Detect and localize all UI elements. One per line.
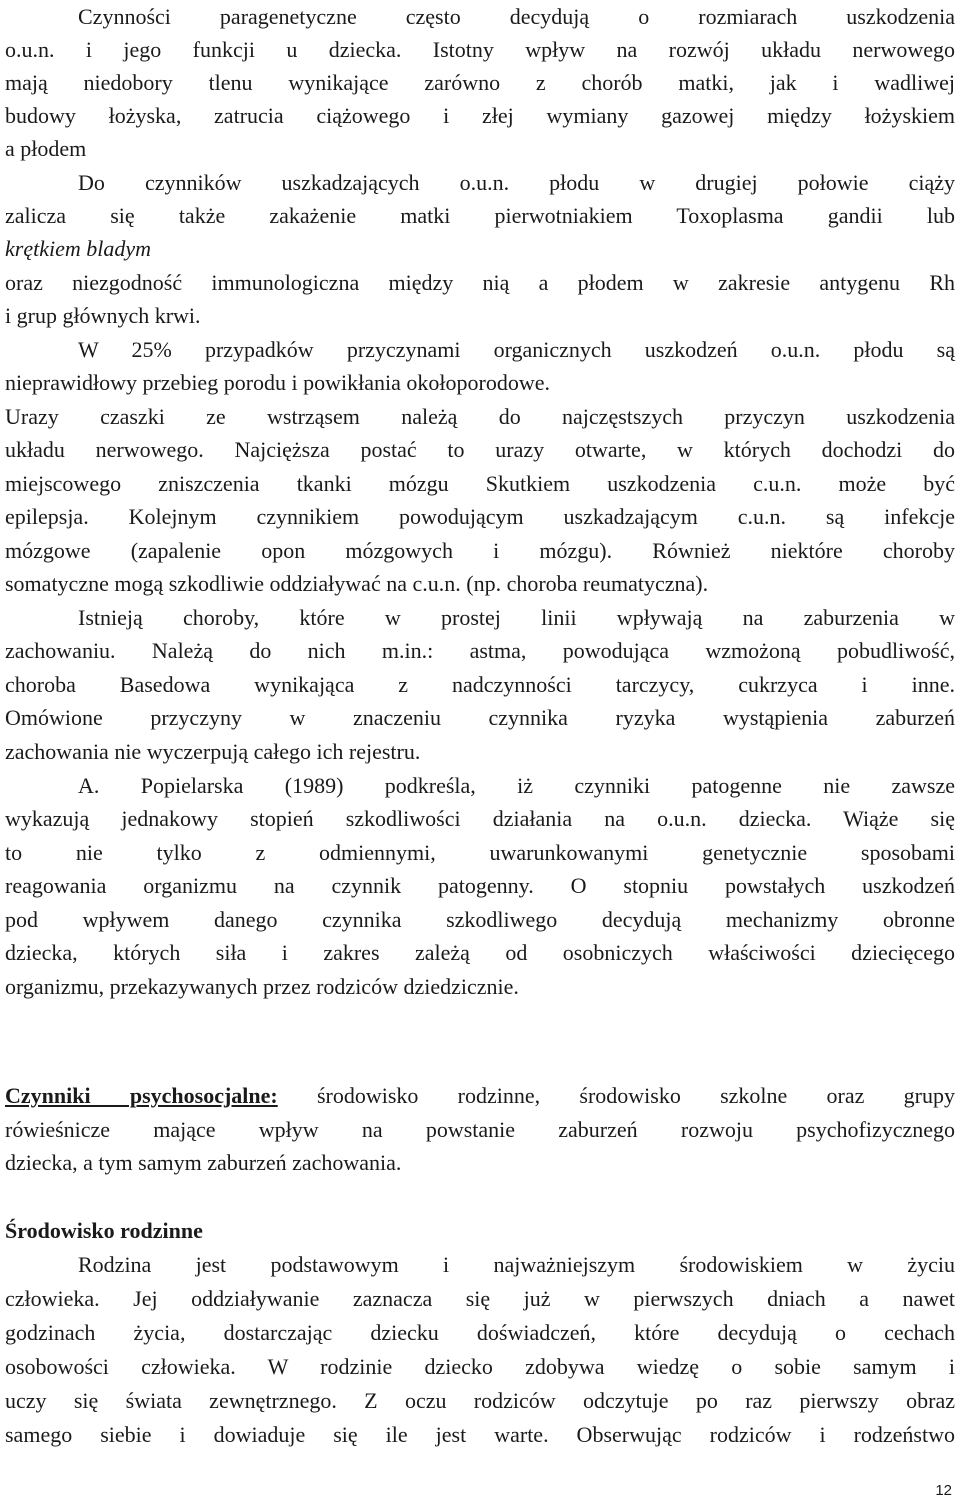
text-line: wykazują jednakowy stopień szkodliwości działania na o.u.n. dziecka. Wiąże się bbox=[5, 806, 955, 831]
text-line: uczy się świata zewnętrznego. Z oczu rodziców odczytuje po raz pierwszy obraz bbox=[5, 1388, 955, 1413]
psychosocial-line1-text: środowisko rodzinne, środowisko szkolne oraz grupy bbox=[277, 1083, 955, 1108]
text-line: Istnieją choroby, które w prostej linii wpływają na zaburzenia w bbox=[78, 605, 955, 630]
text-line: Rodzina jest podstawowym i najważniejszym środowiskiem w życiu bbox=[78, 1252, 955, 1277]
text-line: i grup głównych krwi. bbox=[5, 303, 201, 328]
text-line: choroba Basedowa wynikająca z nadczynności tarczycy, cukrzyca i inne. bbox=[5, 672, 955, 697]
text-line: somatyczne mogą szkodliwie oddziaływać na c.u.n. (np. choroba reumatyczna). bbox=[5, 571, 709, 596]
text-line: układu nerwowego. Najcięższa postać to urazy otwarte, w których dochodzi do bbox=[5, 437, 955, 462]
text-line: dziecka, których siła i zakres zależą od osobniczych właściwości dziecięcego bbox=[5, 940, 955, 965]
text-line: miejscowego zniszczenia tkanki mózgu Skutkiem uszkodzenia c.u.n. może być bbox=[5, 471, 955, 496]
text-line: mają niedobory tlenu wynikające zarówno z chorób matki, jak i wadliwej bbox=[5, 70, 955, 95]
text-line: nieprawidłowy przebieg porodu i powikłania okołoporodowe. bbox=[5, 370, 550, 395]
text-line: zachowania nie wyczerpują całego ich rejestru. bbox=[5, 739, 421, 764]
text-line: Urazy czaszki ze wstrząsem należą do najczęstszych przyczyn uszkodzenia bbox=[5, 404, 955, 429]
text-line: organizmu, przekazywanych przez rodziców dziedzicznie. bbox=[5, 974, 519, 999]
psychosocial-first-line bbox=[5, 1079, 955, 1112]
text-line: godzinach życia, dostarczając dziecku doświadczeń, które decydują o cechach bbox=[5, 1320, 955, 1345]
text-line: o.u.n. i jego funkcji u dziecka. Istotny wpływ na rozwój układu nerwowego bbox=[5, 37, 955, 62]
text-line: W 25% przypadków przyczynami organicznych uszkodzeń o.u.n. płodu są bbox=[78, 337, 955, 362]
section-heading: Środowisko rodzinne bbox=[5, 1218, 203, 1243]
text-line: zachowaniu. Należą do nich m.in.: astma, powodująca wzmożoną pobudliwość, bbox=[5, 638, 955, 663]
psychosocial-heading: Czynniki psychosocjalne: bbox=[5, 1083, 278, 1108]
page-number: 12 bbox=[935, 1482, 952, 1499]
text-line: a płodem bbox=[5, 136, 87, 161]
text-line: Czynności paragenetyczne często decydują o rozmiarach uszkodzenia bbox=[78, 4, 955, 29]
text-line: samego siebie i dowiaduje się ile jest warte. Obserwując rodziców i rodzeństwo bbox=[5, 1422, 955, 1447]
text-line: Do czynników uszkadzających o.u.n. płodu w drugiej połowie ciąży bbox=[78, 170, 955, 195]
text-line: osobowości człowieka. W rodzinie dziecko zdobywa wiedzę o sobie samym i bbox=[5, 1354, 955, 1379]
text-line: dziecka, a tym samym zaburzeń zachowania. bbox=[5, 1150, 402, 1175]
text-line: to nie tylko z odmiennymi, uwarunkowanymi genetycznie sposobami bbox=[5, 840, 955, 865]
text-line: człowieka. Jej oddziaływanie zaznacza się już w pierwszych dniach a nawet bbox=[5, 1286, 955, 1311]
text-line: reagowania organizmu na czynnik patogenny. O stopniu powstałych uszkodzeń bbox=[5, 873, 955, 898]
text-line: budowy łożyska, zatrucia ciążowego i złej wymiany gazowej między łożyskiem bbox=[5, 103, 955, 128]
text-line: zalicza się także zakażenie matki pierwotniakiem Toxoplasma gandii lub bbox=[5, 203, 955, 228]
text-line: mózgowe (zapalenie opon mózgowych i mózgu). Również niektóre choroby bbox=[5, 538, 955, 563]
text-line: epilepsja. Kolejnym czynnikiem powodującym uszkadzającym c.u.n. są infekcje bbox=[5, 504, 955, 529]
text-line: krętkiem bladym bbox=[5, 236, 151, 261]
text-line: oraz niezgodność immunologiczna między nią a płodem w zakresie antygenu Rh bbox=[5, 270, 955, 295]
text-line: rówieśnicze mające wpływ na powstanie zaburzeń rozwoju psychofizycznego bbox=[5, 1117, 955, 1142]
text-line: pod wpływem danego czynnika szkodliwego decydują mechanizmy obronne bbox=[5, 907, 955, 932]
text-line: Omówione przyczyny w znaczeniu czynnika ryzyka wystąpienia zaburzeń bbox=[5, 705, 955, 730]
text-line: A. Popielarska (1989) podkreśla, iż czynniki patogenne nie zawsze bbox=[78, 773, 955, 798]
